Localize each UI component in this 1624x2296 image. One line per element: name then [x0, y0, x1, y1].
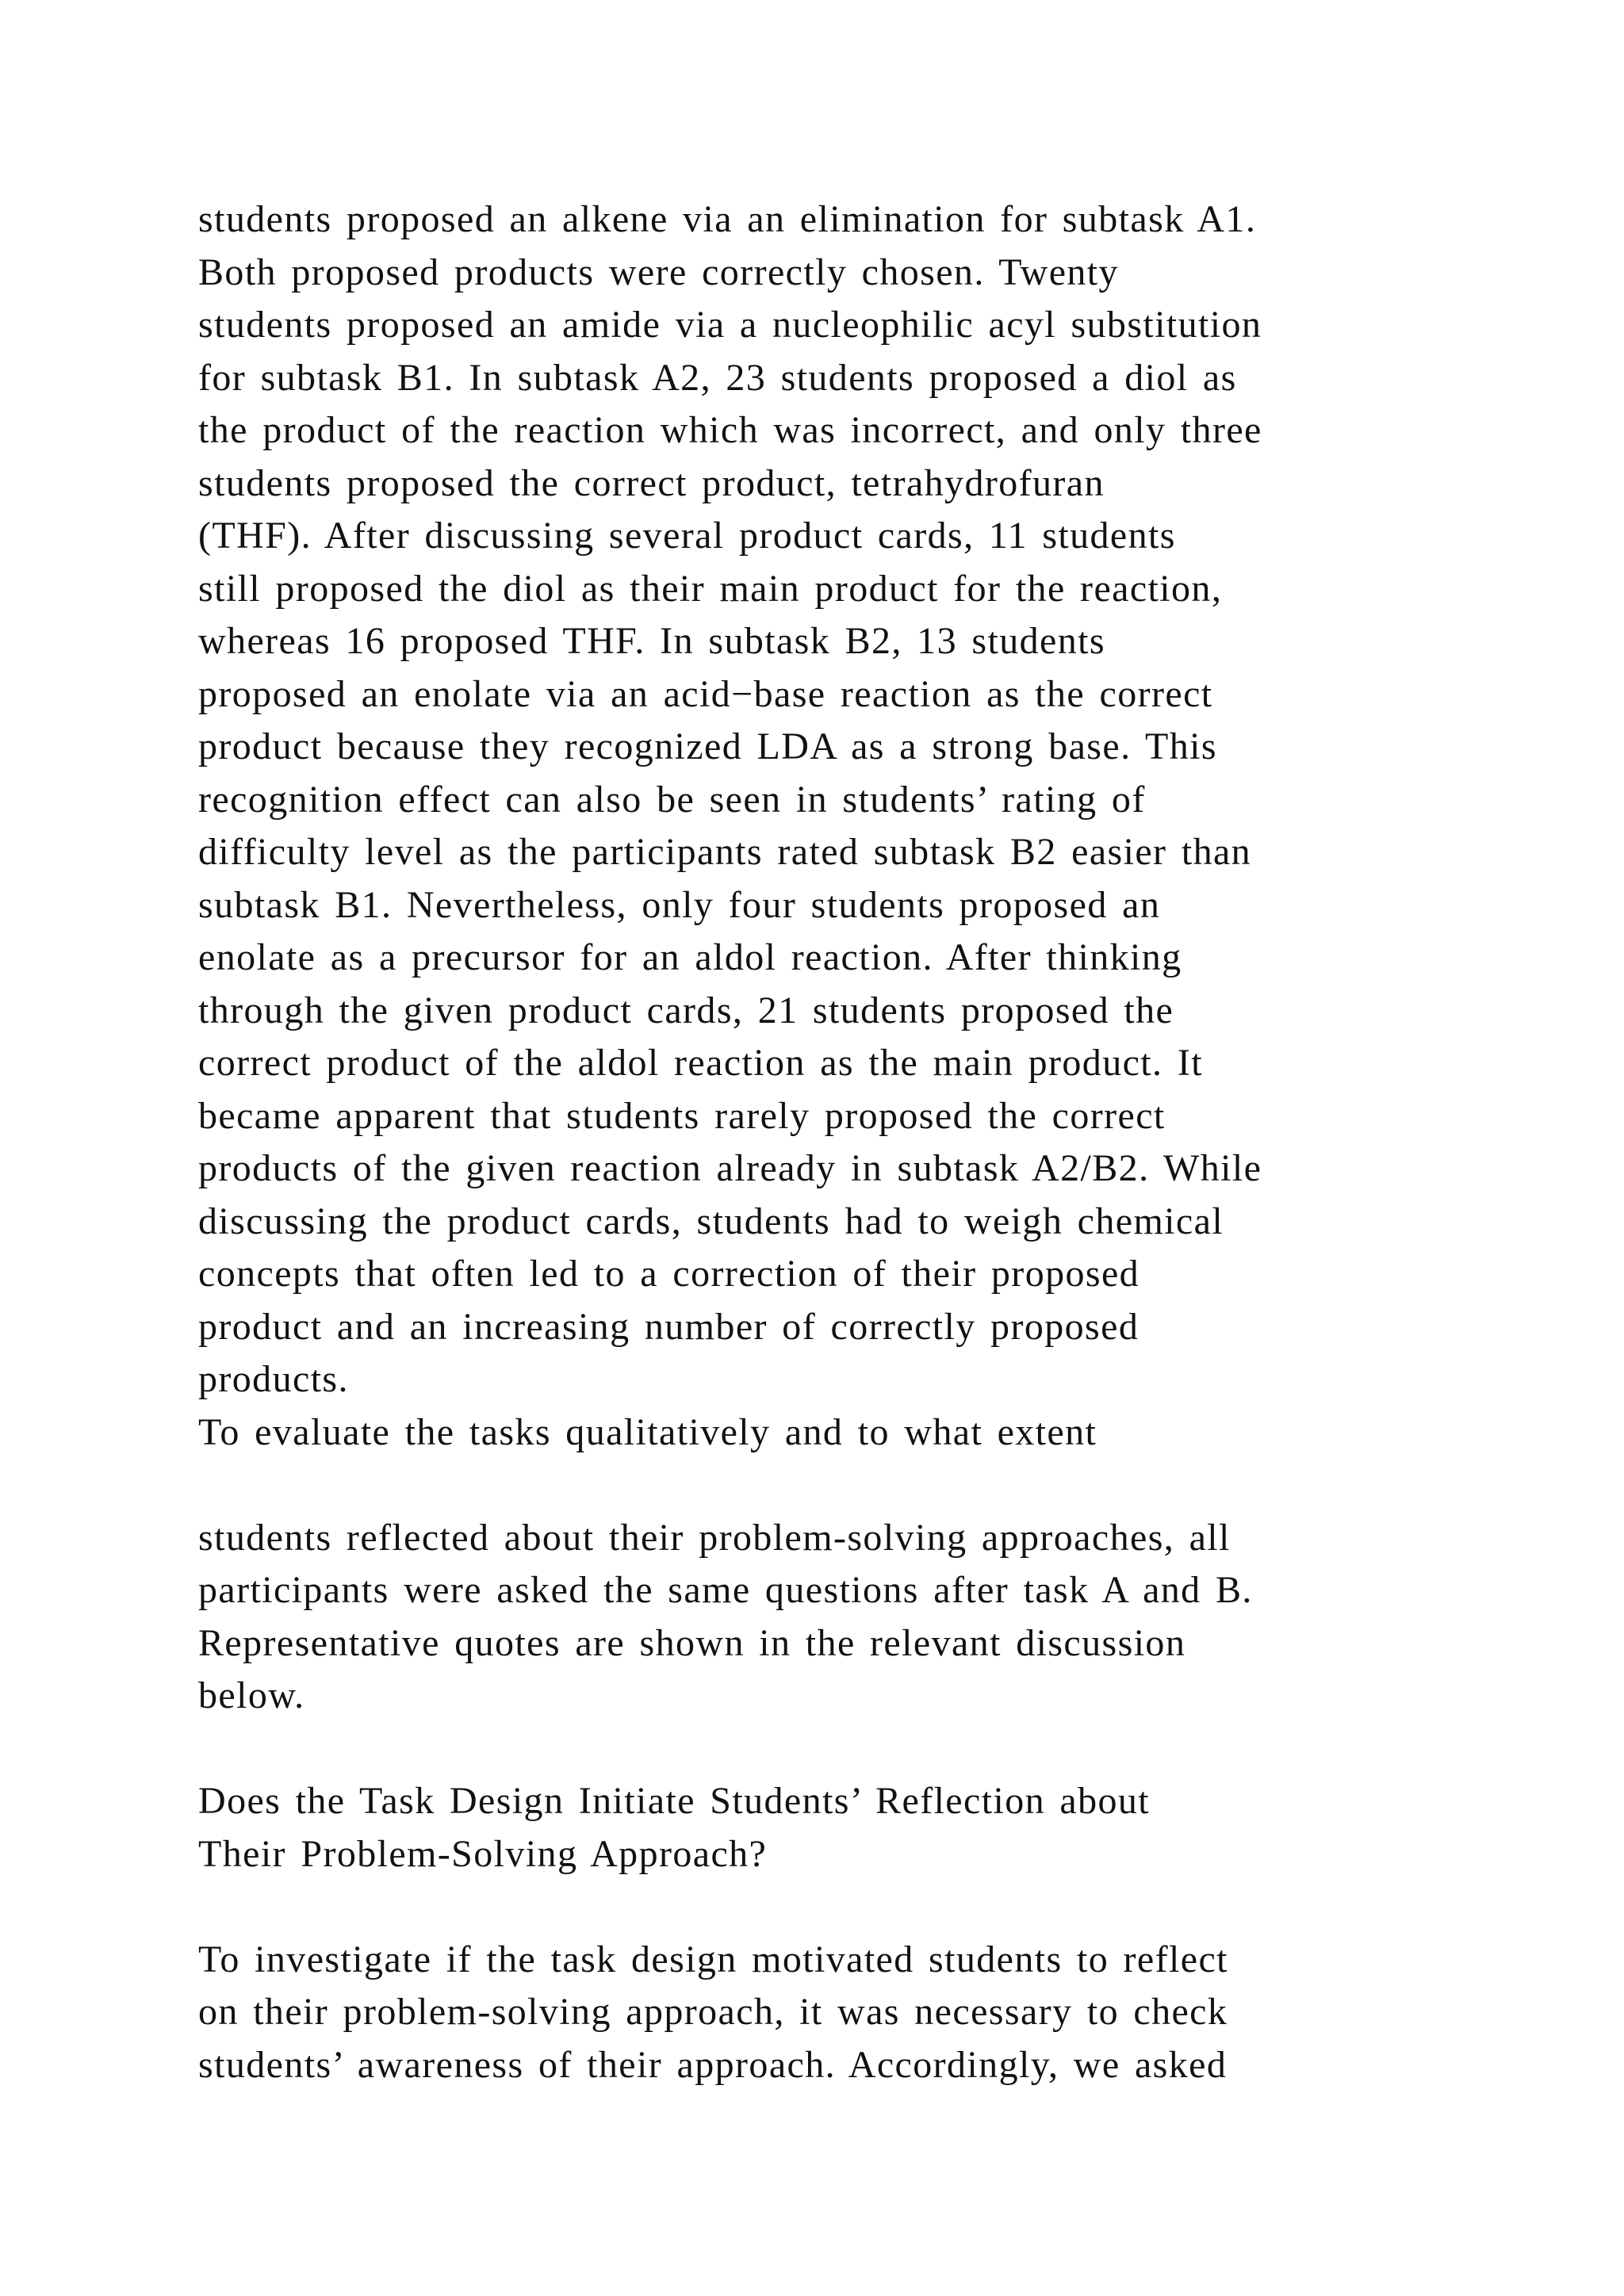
text-line: difficulty level as the participants rated subtask B2 easier than	[198, 831, 1252, 873]
text-line: product and an increasing number of correctly proposed	[198, 1305, 1139, 1348]
text-line: recognition effect can also be seen in students’ rating of	[198, 778, 1146, 821]
text-line: proposed an enolate via an acid−base reaction as the correct	[198, 672, 1213, 715]
text-line: To investigate if the task design motivated students to reflect	[198, 1938, 1228, 1980]
blank-line	[198, 1723, 1451, 1776]
text-line: through the given product cards, 21 students proposed the	[198, 989, 1174, 1031]
body-text	[198, 193, 1451, 2091]
text-line: product because they recognized LDA as a strong base. This	[198, 725, 1217, 767]
paragraph-results	[198, 193, 1451, 1459]
section-heading	[198, 1775, 1451, 1881]
heading-line: Their Problem-Solving Approach?	[198, 1832, 768, 1875]
text-line: whereas 16 proposed THF. In subtask B2, 13 students	[198, 620, 1105, 662]
text-line: still proposed the diol as their main product for the reaction,	[198, 567, 1223, 610]
text-line: participants were asked the same questions after task A and B.	[198, 1569, 1253, 1611]
text-line: students’ awareness of their approach. Accordingly, we asked	[198, 2043, 1228, 2086]
text-line: students proposed an alkene via an elimination for subtask A1.	[198, 198, 1257, 240]
text-line: discussing the product cards, students had to weigh chemical	[198, 1200, 1224, 1242]
text-line: correct product of the aldol reaction as the main product. It	[198, 1042, 1203, 1084]
text-line: the product of the reaction which was incorrect, and only three	[198, 409, 1262, 451]
text-line: Representative quotes are shown in the relevant discussion	[198, 1621, 1186, 1664]
blank-line	[198, 1881, 1451, 1934]
text-line: subtask B1. Nevertheless, only four students proposed an	[198, 883, 1161, 926]
text-line: students proposed the correct product, tetrahydrofuran	[198, 461, 1105, 504]
text-line: products of the given reaction already in subtask A2/B2. While	[198, 1147, 1262, 1189]
text-line: concepts that often led to a correction of their proposed	[198, 1253, 1140, 1295]
text-line: students proposed an amide via a nucleophilic acyl substitution	[198, 304, 1262, 346]
text-line: To evaluate the tasks qualitatively and to what extent	[198, 1410, 1097, 1453]
text-line: below.	[198, 1674, 305, 1716]
paragraph-evaluation	[198, 1512, 1451, 1723]
text-line: products.	[198, 1358, 349, 1400]
text-line: on their problem-solving approach, it was necessary to check	[198, 1991, 1228, 2033]
text-line: enolate as a precursor for an aldol reaction. After thinking	[198, 936, 1182, 978]
text-line: became apparent that students rarely proposed the correct	[198, 1094, 1166, 1137]
text-line: Both proposed products were correctly chosen. Twenty	[198, 251, 1119, 293]
text-line: students reflected about their problem-solving approaches, all	[198, 1516, 1231, 1559]
text-line: (THF). After discussing several product cards, 11 students	[198, 515, 1176, 557]
text-line: for subtask B1. In subtask A2, 23 students proposed a diol as	[198, 356, 1237, 399]
paragraph-investigation	[198, 1934, 1451, 2092]
blank-line	[198, 1459, 1451, 1512]
heading-line: Does the Task Design Initiate Students’ Reflection about	[198, 1780, 1151, 1822]
